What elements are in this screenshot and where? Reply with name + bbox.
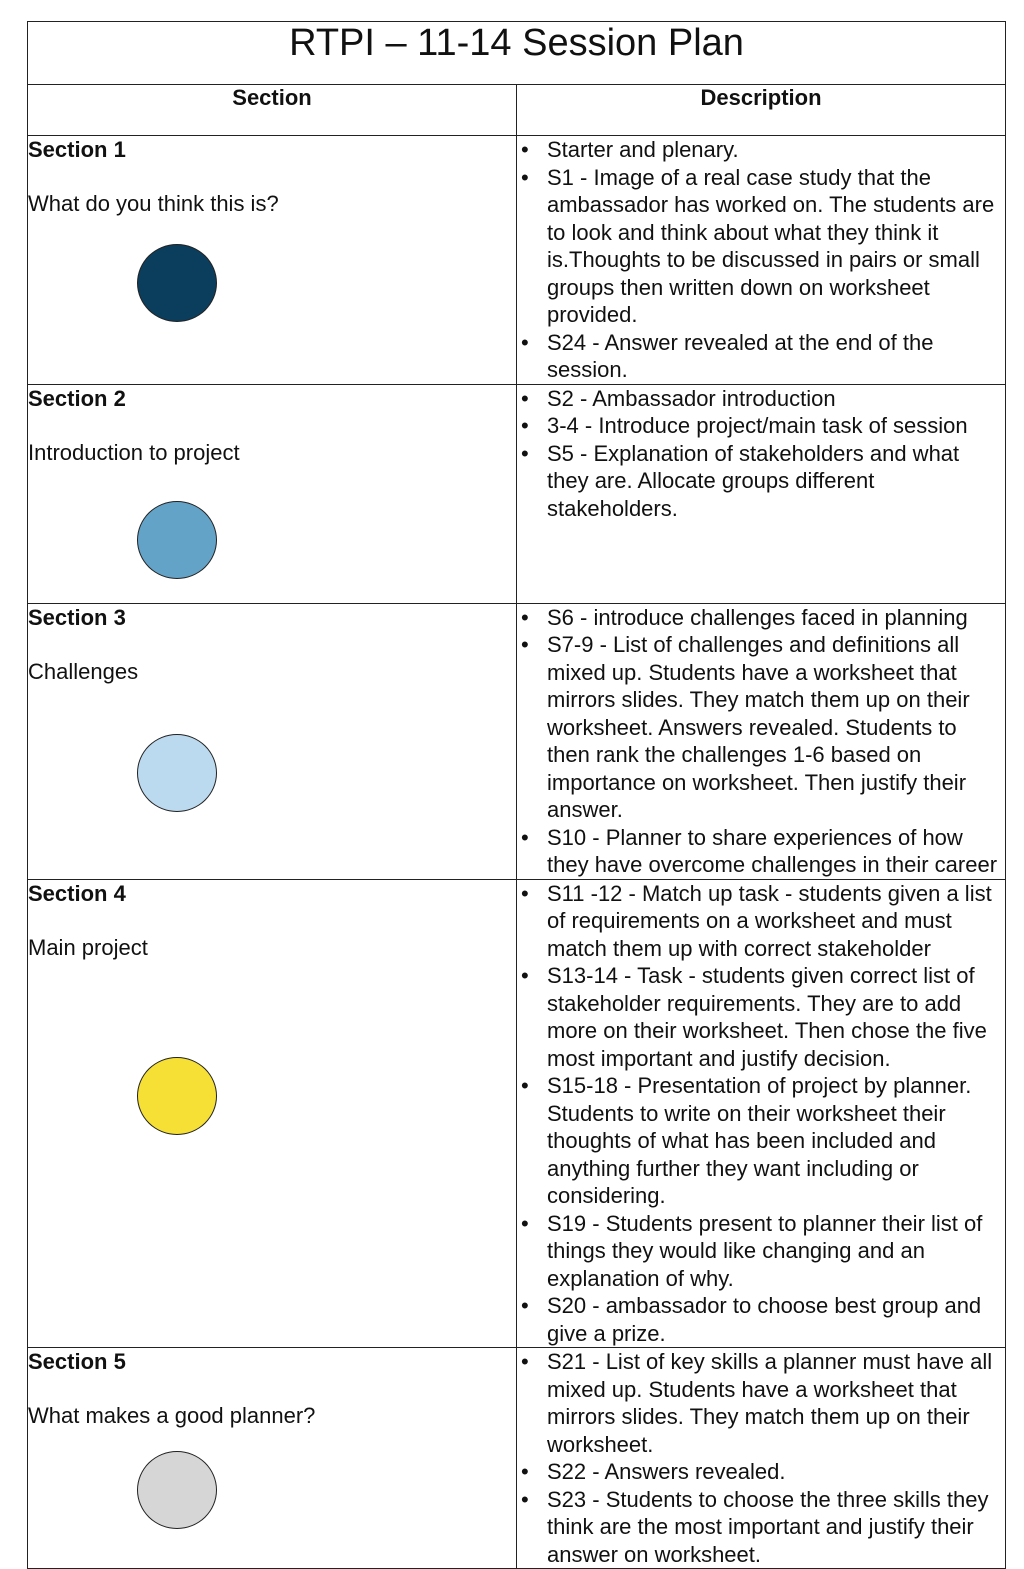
section-cell <box>28 879 517 1348</box>
description-cell <box>517 1348 1006 1569</box>
list-item: • Starter and plenary. <box>547 136 1005 164</box>
section-cell <box>28 384 517 603</box>
section-title: Section 3 <box>28 604 126 630</box>
section-color-dot <box>137 734 217 812</box>
list-item: • S5 - Explanation of stakeholders and what they are. Allocate groups different stakeholders. <box>547 440 1005 523</box>
list-item: • S24 - Answer revealed at the end of the session. <box>547 329 1005 384</box>
section-title: Section 1 <box>28 137 126 162</box>
section-subtitle: Main project <box>28 934 148 960</box>
section-cell <box>28 136 517 385</box>
section-row-1 <box>28 136 1006 385</box>
list-item: • S15-18 - Presentation of project by planner. Students to write on their worksheet their thoughts of what has been included and anything further they want including or considering. <box>547 1072 1005 1210</box>
list-item: • S11 -12 - Match up task - students given a list of requirements on a worksheet and must match them up with correct stakeholder <box>547 880 1005 963</box>
list-item: • S19 - Students present to planner their list of things they would like changing and an explanation of why. <box>547 1210 1005 1293</box>
column-header-section: Section <box>28 85 517 136</box>
list-item: • S20 - ambassador to choose best group and give a prize. <box>547 1292 1005 1347</box>
description-cell <box>517 603 1006 879</box>
section-color-dot <box>137 1451 217 1529</box>
section-row-3 <box>28 603 1006 879</box>
description-cell <box>517 384 1006 603</box>
list-item: • S22 - Answers revealed. <box>547 1458 1005 1486</box>
description-cell <box>517 879 1006 1348</box>
section-color-dot <box>137 1057 217 1135</box>
list-item: • S21 - List of key skills a planner must have all mixed up. Students have a worksheet that mirrors slides. They match them up on their worksheet. <box>547 1348 1005 1458</box>
list-item: • S13-14 - Task - students given correct list of stakeholder requirements. They are to add more on their worksheet. Then chose the five most important and justify decision. <box>547 962 1005 1072</box>
list-item: • 3-4 - Introduce project/main task of session <box>547 412 1005 440</box>
description-list <box>517 880 1005 1348</box>
section-subtitle: Introduction to project <box>28 439 240 465</box>
list-item: • S7-9 - List of challenges and definitions all mixed up. Students have a worksheet that mirrors slides. They match them up on their worksheet. Answers revealed. Students to then rank the challenges 1-6 based on importance on worksheet. Then justify their answer. <box>547 631 1005 824</box>
section-row-2 <box>28 384 1006 603</box>
list-item: • S1 - Image of a real case study that the ambassador has worked on. The students are to look and think about what they think it is.Thoughts to be discussed in pairs or small groups then written down on worksheet provided. <box>547 164 1005 329</box>
section-color-dot <box>137 501 217 579</box>
list-item: • S23 - Students to choose the three skills they think are the most important and justify their answer on worksheet. <box>547 1486 1005 1569</box>
section-cell <box>28 1348 517 1569</box>
section-title: Section 4 <box>28 880 126 906</box>
section-subtitle: Challenges <box>28 658 139 684</box>
description-cell <box>517 136 1006 385</box>
description-list <box>517 136 1005 384</box>
section-color-dot <box>137 244 217 322</box>
description-list <box>517 604 1005 879</box>
session-plan-table <box>27 21 1006 1569</box>
section-subtitle: What makes a good planner? <box>28 1403 316 1428</box>
section-row-4 <box>28 879 1006 1348</box>
list-item: • S10 - Planner to share experiences of how they have overcome challenges in their career <box>547 824 1005 879</box>
description-list <box>517 1348 1005 1568</box>
section-row-5 <box>28 1348 1006 1569</box>
column-header-description: Description <box>517 85 1006 136</box>
list-item: • S6 - introduce challenges faced in planning <box>547 604 1005 632</box>
section-subtitle: What do you think this is? <box>28 191 279 216</box>
section-title: Section 5 <box>28 1349 126 1374</box>
section-cell <box>28 603 517 879</box>
page-title: RTPI – 11-14 Session Plan <box>28 22 1006 85</box>
list-item: • S2 - Ambassador introduction <box>547 385 1005 413</box>
section-title: Section 2 <box>28 385 126 411</box>
description-list <box>517 385 1005 523</box>
